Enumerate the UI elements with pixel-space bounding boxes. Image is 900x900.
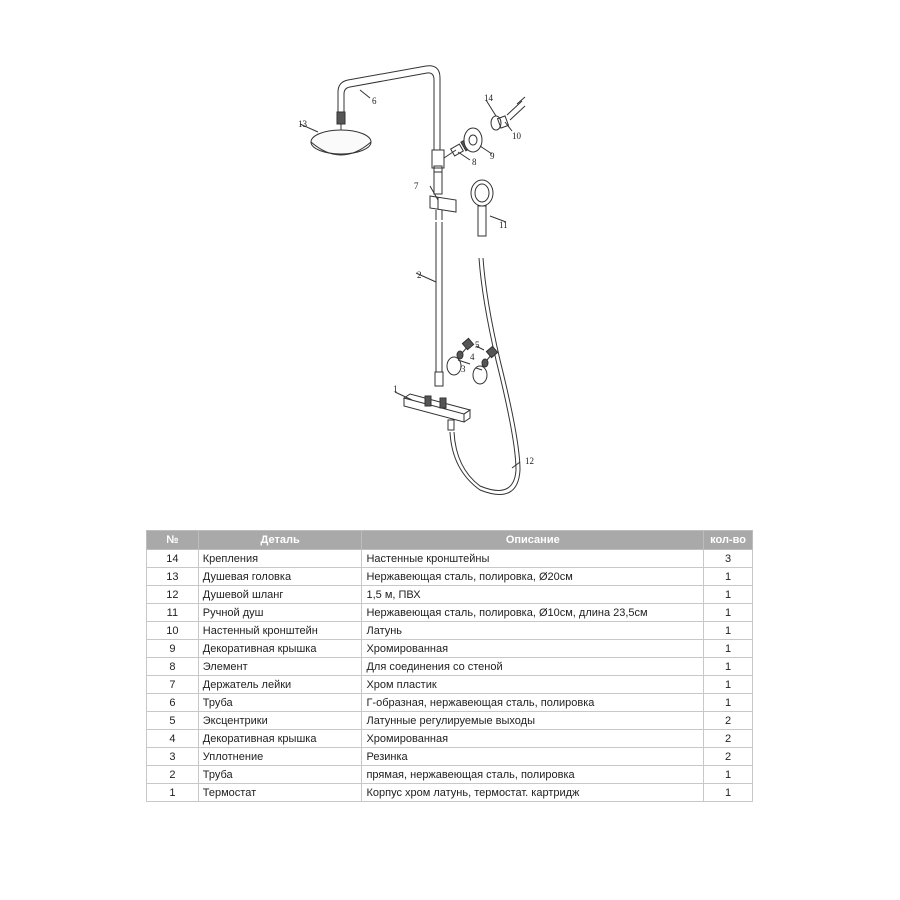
table-row [147, 604, 753, 622]
cell-num: 7 [147, 676, 199, 694]
cell-desc: Нержавеющая сталь, полировка, Ø10см, длина 23,5см [362, 604, 704, 622]
cell-num: 9 [147, 640, 199, 658]
table-row [147, 748, 753, 766]
cell-desc: Латунные регулируемые выходы [362, 712, 704, 730]
cell-desc: Резинка [362, 748, 704, 766]
cell-num: 6 [147, 694, 199, 712]
cell-num: 1 [147, 784, 199, 802]
table-row [147, 550, 753, 568]
cell-num: 14 [147, 550, 199, 568]
cell-qty: 1 [704, 766, 753, 784]
cell-part: Ручной душ [198, 604, 362, 622]
callout-6: 6 [372, 96, 377, 106]
cell-qty: 3 [704, 550, 753, 568]
cell-qty: 1 [704, 622, 753, 640]
table-row [147, 784, 753, 802]
callout-10: 10 [512, 131, 521, 141]
cell-num: 5 [147, 712, 199, 730]
cell-desc: Хромированная [362, 640, 704, 658]
header-qty: кол-во [704, 531, 753, 550]
cell-desc: Корпус хром латунь, термостат. картридж [362, 784, 704, 802]
cell-num: 11 [147, 604, 199, 622]
cell-part: Труба [198, 766, 362, 784]
part-2-straight-pipe [436, 222, 442, 372]
cell-part: Уплотнение [198, 748, 362, 766]
callout-5: 5 [475, 340, 480, 350]
callout-13: 13 [298, 119, 307, 129]
cell-desc: Хромированная [362, 730, 704, 748]
table-row [147, 712, 753, 730]
callout-12: 12 [525, 456, 534, 466]
callout-1: 1 [393, 384, 398, 394]
cell-desc: Г-образная, нержавеющая сталь, полировка [362, 694, 704, 712]
callout-7: 7 [414, 181, 419, 191]
cell-qty: 2 [704, 730, 753, 748]
cell-qty: 1 [704, 586, 753, 604]
part-11-hand-shower [471, 180, 493, 236]
cell-part: Настенный кронштейн [198, 622, 362, 640]
cell-num: 2 [147, 766, 199, 784]
cell-qty: 2 [704, 748, 753, 766]
callout-11: 11 [499, 220, 508, 230]
cell-qty: 1 [704, 694, 753, 712]
table-row [147, 658, 753, 676]
table-row [147, 640, 753, 658]
cell-qty: 1 [704, 658, 753, 676]
cell-desc: 1,5 м, ПВХ [362, 586, 704, 604]
cell-num: 3 [147, 748, 199, 766]
table-row [147, 586, 753, 604]
table-row [147, 568, 753, 586]
part-7-holder [430, 196, 456, 212]
table-row [147, 730, 753, 748]
cell-part: Держатель лейки [198, 676, 362, 694]
header-num: № [147, 531, 199, 550]
parts-table [146, 530, 753, 802]
cell-desc: Настенные кронштейны [362, 550, 704, 568]
cell-part: Душевой шланг [198, 586, 362, 604]
cell-num: 4 [147, 730, 199, 748]
cell-qty: 1 [704, 676, 753, 694]
cell-part: Декоративная крышка [198, 730, 362, 748]
callout-2: 2 [417, 270, 422, 280]
cell-part: Термостат [198, 784, 362, 802]
part-4-decorative-caps [447, 357, 487, 384]
callout-3: 3 [461, 364, 466, 374]
header-part: Деталь [198, 531, 362, 550]
cell-desc: прямая, нержавеющая сталь, полировка [362, 766, 704, 784]
cell-qty: 1 [704, 604, 753, 622]
cell-desc: Хром пластик [362, 676, 704, 694]
cell-qty: 1 [704, 784, 753, 802]
cell-num: 12 [147, 586, 199, 604]
cell-qty: 1 [704, 640, 753, 658]
cell-num: 8 [147, 658, 199, 676]
table-row [147, 676, 753, 694]
callout-9: 9 [490, 151, 495, 161]
header-desc: Описание [362, 531, 704, 550]
table-body [147, 550, 753, 802]
callout-14: 14 [484, 93, 493, 103]
cell-part: Душевая головка [198, 568, 362, 586]
callout-8: 8 [472, 157, 477, 167]
table-row [147, 694, 753, 712]
cell-qty: 2 [704, 712, 753, 730]
cell-part: Эксцентрики [198, 712, 362, 730]
cell-part: Крепления [198, 550, 362, 568]
table-header-row [147, 531, 753, 550]
part-13-shower-head [311, 112, 371, 155]
cell-desc: Для соединения со стеной [362, 658, 704, 676]
table-row [147, 622, 753, 640]
cell-part: Декоративная крышка [198, 640, 362, 658]
cell-desc: Латунь [362, 622, 704, 640]
callout-4: 4 [470, 352, 475, 362]
cell-num: 13 [147, 568, 199, 586]
cell-part: Труба [198, 694, 362, 712]
cell-desc: Нержавеющая сталь, полировка, Ø20см [362, 568, 704, 586]
cell-qty: 1 [704, 568, 753, 586]
cell-part: Элемент [198, 658, 362, 676]
cell-num: 10 [147, 622, 199, 640]
table-row [147, 766, 753, 784]
part-1-thermostat [404, 394, 470, 430]
